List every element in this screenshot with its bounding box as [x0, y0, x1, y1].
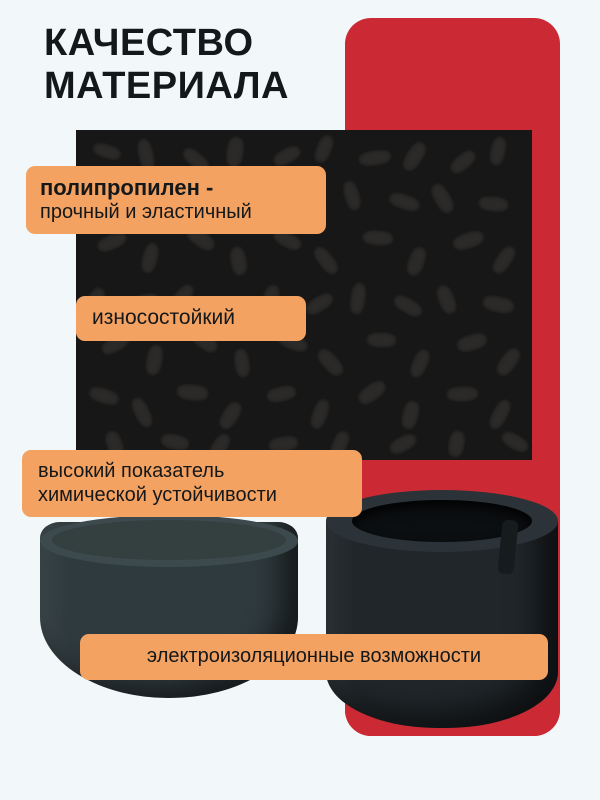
- page-title: [44, 22, 344, 107]
- feature-badge-chemical-line-2: химической устойчивости: [38, 483, 277, 506]
- title-line-1: КАЧЕСТВО: [44, 22, 254, 64]
- title-line-2: МАТЕРИАЛА: [44, 64, 289, 107]
- feature-badge-chemical-line-1: высокий показатель: [38, 460, 225, 482]
- feature-badge-chemical-resistance: [22, 450, 362, 517]
- feature-badge-electrical-insulation: электроизоляционные возможности: [80, 634, 548, 680]
- feature-badge-material-strong: полипропилен -: [40, 175, 214, 200]
- feature-badge-material-soft: прочный и эластичный: [40, 200, 252, 223]
- cap-left-top-inner: [52, 520, 286, 560]
- feature-badge-wear-resistant: износостойкий: [76, 296, 306, 341]
- feature-badge-material: [26, 166, 326, 234]
